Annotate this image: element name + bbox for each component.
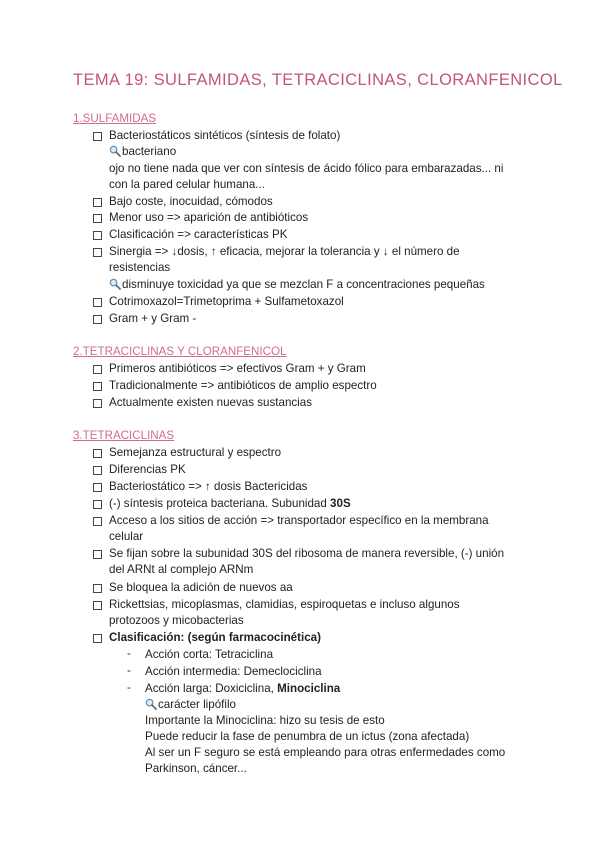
- checkbox-icon[interactable]: [93, 483, 102, 492]
- note-line: [109, 277, 485, 293]
- list-item-continuation: protozoos y micobacterias: [109, 614, 244, 627]
- note-line: Puede reducir la fase de penumbra de un ictus (zona afectada): [145, 730, 470, 743]
- checkbox-icon[interactable]: [93, 399, 102, 408]
- magnifier-icon: [109, 145, 121, 157]
- note-line: [145, 697, 236, 713]
- list-item: Clasificación => características PK: [109, 228, 288, 241]
- list-item: Semejanza estructural y espectro: [109, 446, 282, 459]
- list-item-continuation: celular: [109, 530, 144, 543]
- dash-bullet: -: [127, 664, 131, 677]
- list-item: Diferencias PK: [109, 463, 186, 476]
- list-item: Bajo coste, inocuidad, cómodos: [109, 195, 273, 208]
- checkbox-icon[interactable]: [93, 298, 102, 307]
- list-item: Cotrimoxazol=Trimetoprima + Sulfametoxazol: [109, 295, 344, 308]
- checkbox-icon[interactable]: [93, 517, 102, 526]
- checkbox-icon[interactable]: [93, 132, 102, 141]
- sub-list-item: Acción corta: Tetraciclina: [145, 648, 274, 661]
- sub-list-item: [145, 681, 340, 697]
- list-item: Rickettsias, micoplasmas, clamidias, espiroquetas e incluso algunos: [109, 598, 460, 611]
- list-item: Sinergia => ↓dosis, ↑ eficacia, mejorar la tolerancia y ↓ el número de: [109, 245, 460, 258]
- checkbox-icon[interactable]: [93, 315, 102, 324]
- document-title: TEMA 19: SULFAMIDAS, TETRACICLINAS, CLORANFENICOL: [73, 71, 563, 89]
- checkbox-icon[interactable]: [93, 449, 102, 458]
- note-line: Al ser un F seguro se está empleando para otras enfermedades como: [145, 746, 506, 759]
- sub-list-bold: Minociclina: [277, 682, 341, 695]
- list-item: Gram + y Gram -: [109, 312, 197, 325]
- list-item: Acceso a los sitios de acción => transportador específico en la membrana: [109, 514, 489, 527]
- list-item: Bacteriostático => ↑ dosis Bactericidas: [109, 480, 308, 493]
- checkbox-icon[interactable]: [93, 382, 102, 391]
- checkbox-icon[interactable]: [93, 248, 102, 257]
- dash-bullet: -: [127, 647, 131, 660]
- list-item: Se fijan sobre la subunidad 30S del ribosoma de manera reversible, (-) unión: [109, 547, 505, 560]
- checkbox-icon[interactable]: [93, 584, 102, 593]
- note-line: Parkinson, cáncer...: [145, 762, 247, 775]
- checkbox-icon[interactable]: [93, 231, 102, 240]
- note-text: bacteriano: [122, 145, 177, 158]
- checkbox-icon[interactable]: [93, 365, 102, 374]
- checkbox-icon[interactable]: [93, 198, 102, 207]
- note-line: ojo no tiene nada que ver con síntesis de ácido fólico para embarazadas... ni: [109, 162, 504, 175]
- checkbox-icon[interactable]: [93, 466, 102, 475]
- section-heading-tetraciclinas-cloranfenicol: 2.TETRACICLINAS Y CLORANFENICOL: [73, 345, 287, 358]
- sub-list-item: Acción intermedia: Demeclociclina: [145, 665, 322, 678]
- list-item: Tradicionalmente => antibióticos de amplio espectro: [109, 379, 377, 392]
- checkbox-icon[interactable]: [93, 634, 102, 643]
- note-line: [109, 144, 176, 160]
- checkbox-icon[interactable]: [93, 500, 102, 509]
- checkbox-icon[interactable]: [93, 214, 102, 223]
- note-text: carácter lipófilo: [158, 698, 236, 711]
- checkbox-icon[interactable]: [93, 601, 102, 610]
- list-item: Se bloquea la adición de nuevos aa: [109, 581, 293, 594]
- list-item: Clasificación: (según farmacocinética): [109, 631, 321, 644]
- checkbox-icon[interactable]: [93, 550, 102, 559]
- dash-bullet: -: [127, 681, 131, 694]
- magnifier-icon: [145, 698, 157, 710]
- list-item: Menor uso => aparición de antibióticos: [109, 211, 309, 224]
- list-item: Actualmente existen nuevas sustancias: [109, 396, 313, 409]
- note-text: disminuye toxicidad ya que se mezclan F a concentraciones pequeñas: [122, 278, 485, 291]
- list-item-continuation: del ARNt al complejo ARNm: [109, 563, 254, 576]
- note-line: Importante la Minociclina: hizo su tesis de esto: [145, 714, 385, 727]
- list-item: Primeros antibióticos => efectivos Gram + y Gram: [109, 362, 366, 375]
- magnifier-icon: [109, 278, 121, 290]
- list-item: Bacteriostáticos sintéticos (síntesis de folato): [109, 129, 341, 142]
- list-item-bold: 30S: [330, 497, 351, 510]
- list-item-continuation: resistencias: [109, 261, 171, 274]
- sub-list-text: Acción larga: Doxiciclina,: [145, 682, 278, 695]
- note-line: con la pared celular humana...: [109, 178, 265, 191]
- section-heading-tetraciclinas: 3.TETRACICLINAS: [73, 429, 175, 442]
- list-item-text: (-) síntesis proteica bacteriana. Subunidad: [109, 497, 331, 510]
- list-item: [109, 496, 351, 512]
- section-heading-sulfamidas: 1.SULFAMIDAS: [73, 112, 157, 125]
